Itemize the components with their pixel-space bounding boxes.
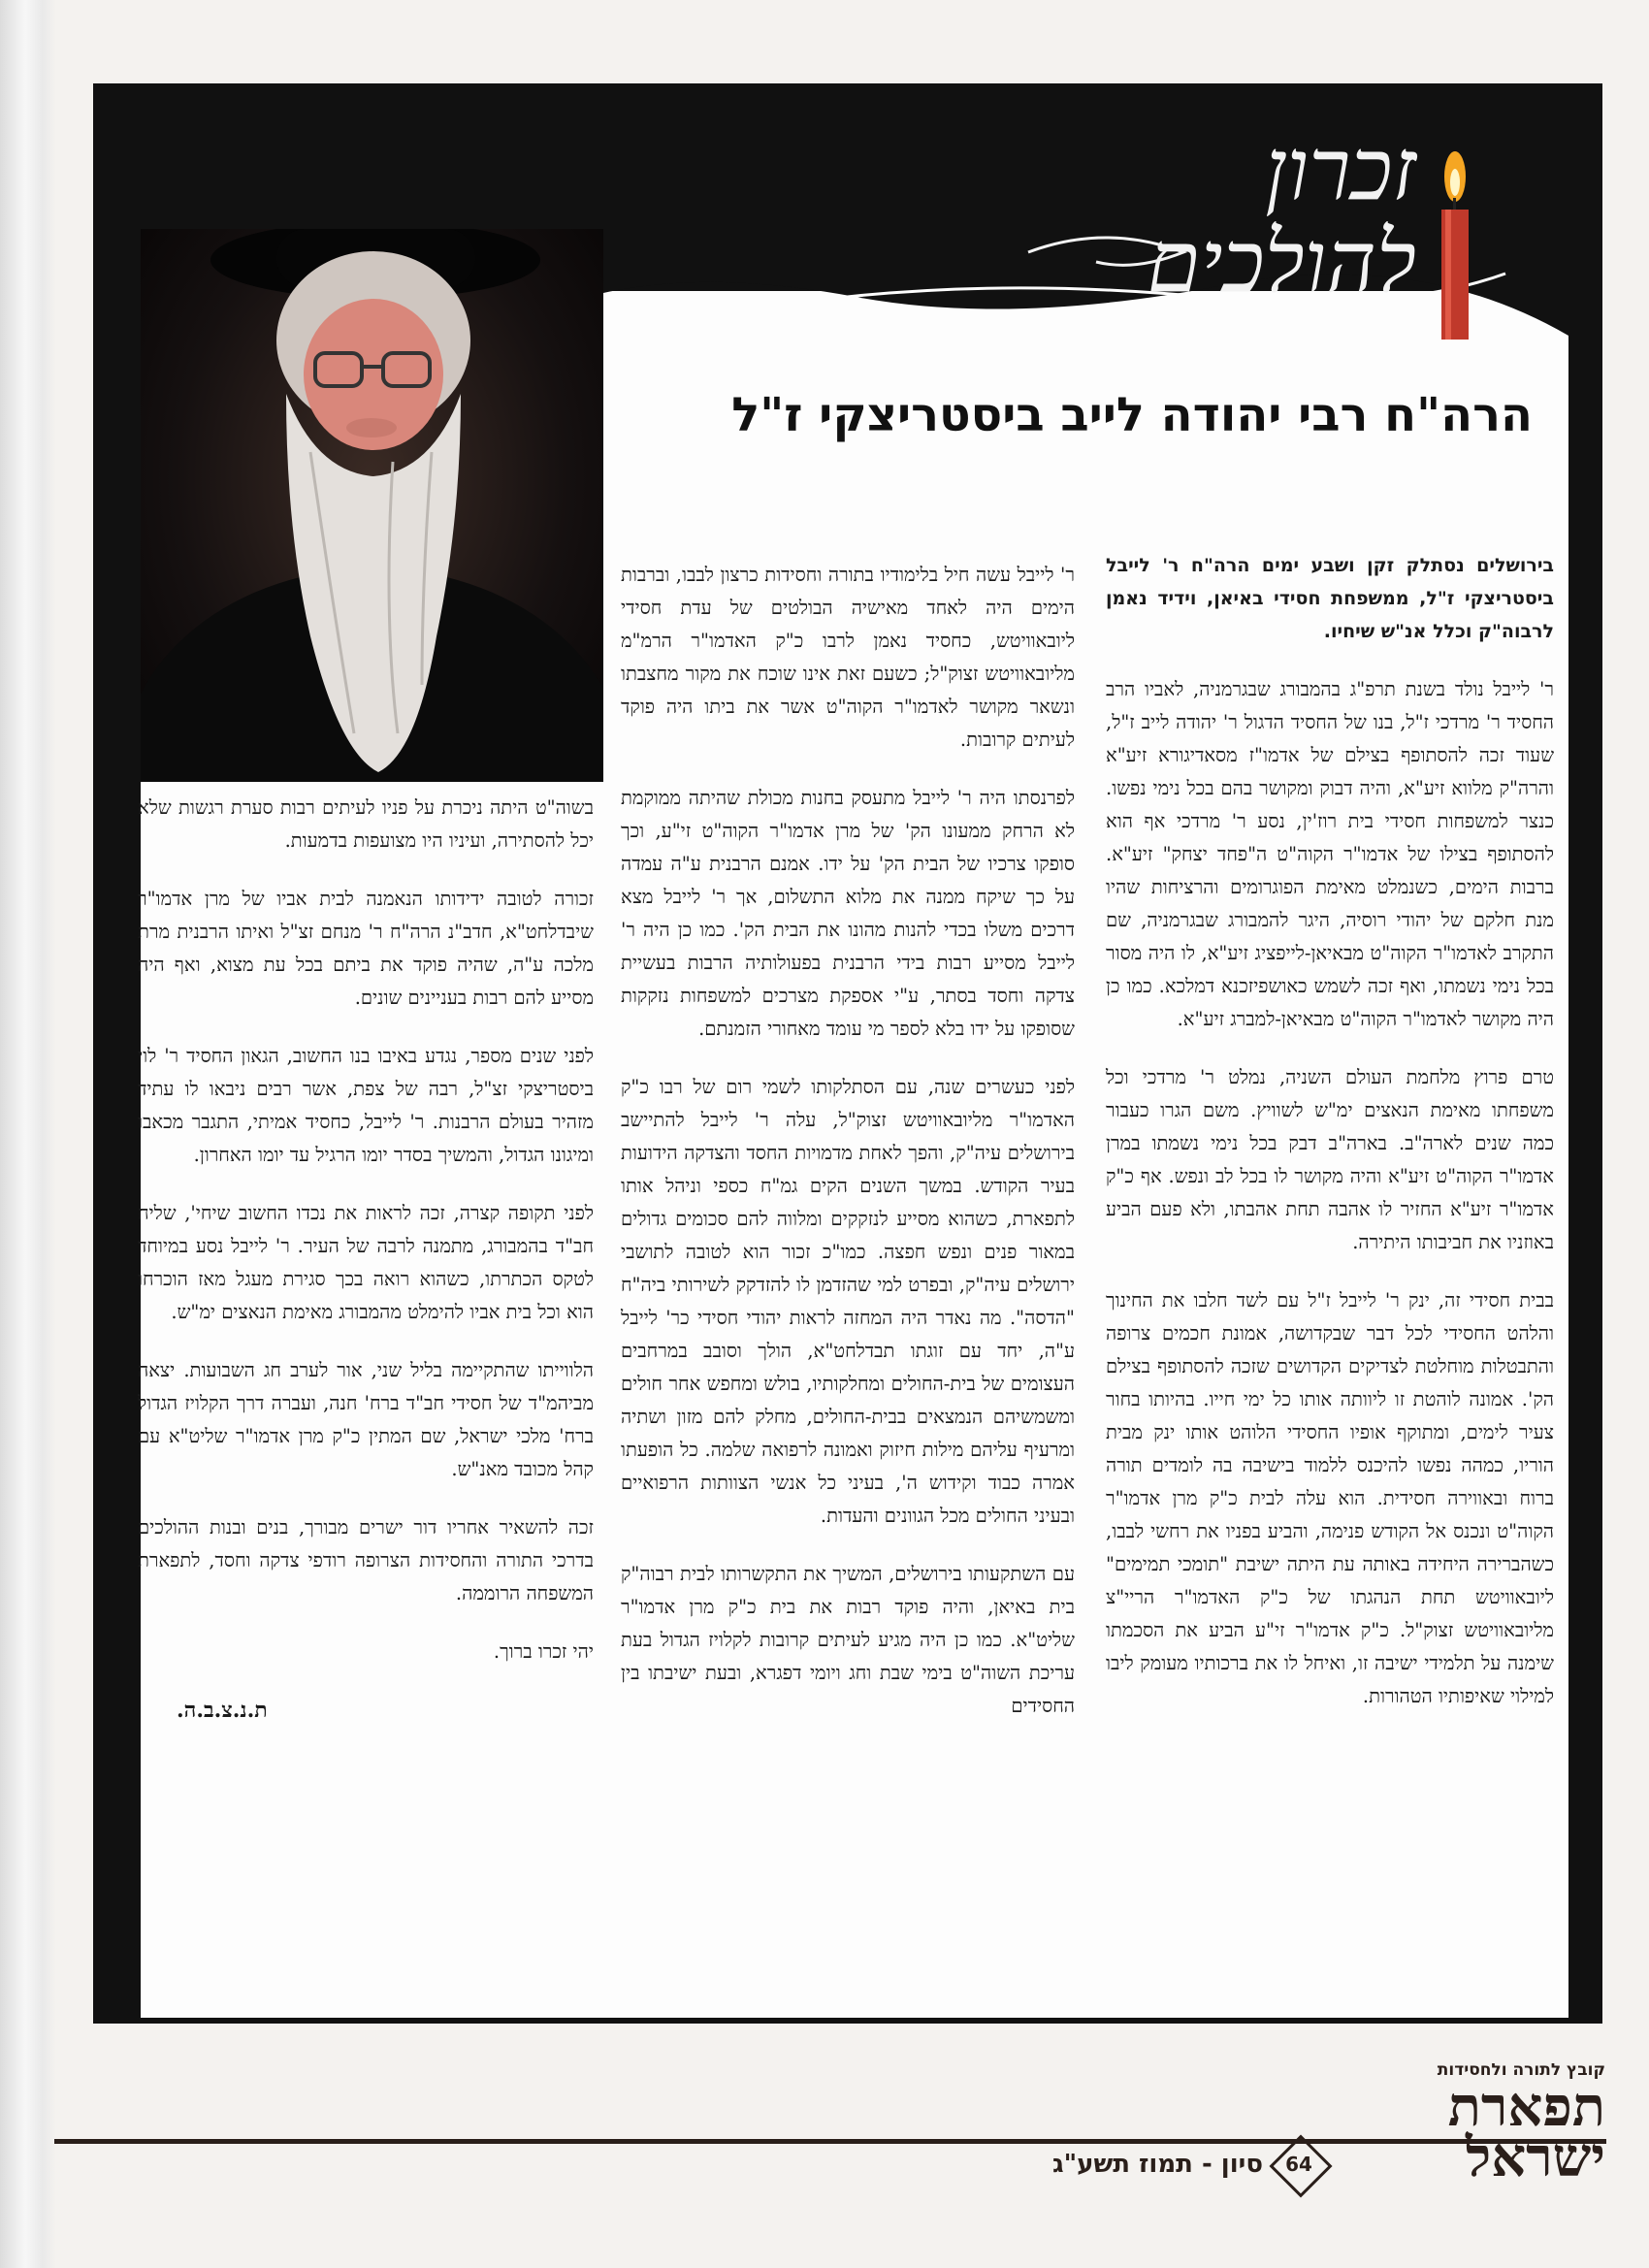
paragraph: ר' לייבל עשה חיל בלימודיו בתורה וחסידות כרצון לבבו, וברבות הימים היה לאחד מאישיה הבולטים של עדת חסידי ליובאוויטש, כחסיד נאמן לרבו כ"ק האדמו"ר הרמ"מ מליובאוויטש זצוק"ל; כשעם זאת אינו שוכח את מקור מחצבתו ונשאר מקושר לאדמו"ר הקוה"ט אשר את ביתו היה פוקד לעיתים קרובות. [621, 564, 1075, 751]
magazine-name [1363, 2075, 1605, 2189]
paragraph: בבית חסידי זה, ינק ר' לייבל ז"ל עם לשד חלבו את החינוך והלהט החסידי לכל דבר שבקדושה, אמונת חכמים צרופה והתבטלות מוחלטת לצדיקים הקדושים שזכה להסתופף בצילם הק'. אמונה לוהטת זו ליוותה אותו כל ימי חייו. בהיותו בחור צעיר לימים, ומתוקף אופיו החסידי הלוהט אותו ינק מבית הוריו, כמהה נפשו להיכנס ללמוד בישיבה בה לומדים תורה ברוח ובאווירה חסידית. הוא עלה לבית כ"ק מרן אדמו"ר הקוה"ט ונכנס אל הקודש פנימה, והביע בפניו את רחשי לבבו, כשהברירה היחידה באותה עת היתה ישיבת "תומכי תמימים" ליובאוויטש תחת הנהגתו של כ"ק האדמו"ר הריי"צ מליובאוויטש זצוק"ל. כ"ק אדמו"ר זי"ע הביע את הסכמתו שימנה על תלמידי ישיבה זו, ואיחל לו את ברכותיו מעומק ליבו למילוי שאיפותיו הטהורות. [1106, 1289, 1554, 1707]
article-column-right [1106, 549, 1554, 1738]
signature-abbreviation: ת.נ.צ.ב.ה. [177, 1698, 268, 1723]
portrait-photo [141, 229, 603, 782]
article-column-left [138, 792, 594, 1752]
paragraph: ר' לייבל נולד בשנת תרפ"ג בהמבורג שבגרמניה, לאביו הרב החסיד ר' מרדכי ז"ל, בנו של החסיד הדגול ר' יהודה לייב ז"ל, שעוד זכה להסתופף בצילם של אדמו"ז מסאדיגורא זיע"א והרה"ק מלווא זיע"א, והיה דבוק ומקושר בהם בכל נימי נפשו. כנצר למשפחות חסידי בית רוז'ין, נסע ר' מרדכי אף הוא להסתופף בצילו של אדמו"ר הקוה"ט ה"פחד יצחק" זיע"א. ברבות הימים, כשנמלט מאימת הפוגרומים והרציחות שהיו מנת חלקם של יהודי רוסיה, היגר להמבורג שבגרמניה, שם התקרב לאדמו"ר הקוה"ט מבאיאן-לייפציג זיע"א, לו היה מסור בכל נימי נשמתו, ואף זכה לשמש כאושפיזכנא דמלכא. כמו כן היה מקושר לאדמו"ר הקוה"ט מבאיאן-למברג זיע"א. [1106, 678, 1554, 1030]
paragraph: לפני שנים מספר, נגדע באיבו בנו החשוב, הגאון החסיד ר' לוי ביסטריצקי זצ"ל, רבה של צפת, אשר רבים ניבאו לו עתיד מזהיר בעולם הרבנות. ר' לייבל, כחסיד אמיתי, התגבר מכאבו ומיגונו הגדול, והמשיך בסדר יומו הרגיל עד יומו האחרון. [138, 1045, 594, 1166]
lead-paragraph: בירושלים נסתלק זקן ושבע ימים הרה"ח ר' לייבל ביסטריצקי ז"ל, ממשפחת חסידי באיאן, וידיד נאמן לרבוה"ק וכלל אנ"ש שיחיו. [1106, 555, 1554, 642]
heading-line-2: להולכים [1147, 211, 1416, 310]
paragraph: הלווייתו שהתקיימה בליל שני, אור לערב חג השבועות. יצאה מביהמ"ד של חסידי חב"ד ברח' חנה, ועברה דרך הקלויז הגדול ברח' מלכי ישראל, שם המתין כ"ק מרן אדמו"ר שליט"א עם קהל מכובד מאנ"ש. [138, 1359, 594, 1480]
candle-icon [1424, 136, 1486, 340]
issue-date: סיון - תמוז תשע"ג [1052, 2150, 1263, 2179]
paragraph: לפרנסתו היה ר' לייבל מתעסק בחנות מכולת שהיתה ממוקמת לא הרחק ממעונו הק' של מרן אדמו"ר הקוה"ט זי"ע, וכך סופקו צרכיו של הבית הק' על ידו. אמנם הרבנית ע"ה עמדה על כך שיקח ממנה את מלוא התשלום, אך ר' לייבל מצא דרכים משלו בכדי להנות מהונו את הבית הק'. כמו כן היה ר' לייבל מסייע רבות בידי הרבנית בפעולותיה הרבות בעשיית צדקה וחסד בסתר, ע"י אספקת מצרכים למשפחות נזקקות שסופקו על ידו בלא לספר מי עומד מאחורי הזמנתם. [621, 787, 1075, 1040]
paragraph: בשוה"ט היתה ניכרת על פניו לעיתים רבות סערת רגשות שלא יכל להסתירה, ועיניו היו מצועפות בדמעות. [138, 796, 594, 852]
page-binding-shadow [0, 0, 56, 2268]
paragraph: עם השתקעותו בירושלים, המשיך את התקשרותו לבית רבוה"ק בית באיאן, והיה פוקד רבות את בית כ"ק מרן אדמו"ר שליט"א. כמו כן היה מגיע לעיתים קרובות לקלויז הגדול בעת עריכת השוה"ט בימי שבת וחג ויומי דפגרא, ובעת ישיבתו בין החסידים [621, 1563, 1075, 1717]
paragraph: לפני כעשרים שנה, עם הסתלקותו לשמי רום של רבו כ"ק האדמו"ר מליובאוויטש זצוק"ל, עלה ר' לייבל להתיישב בירושלים עיה"ק, והפך לאחת מדמויות החסד והצדקה הידועות בעיר הקודש. במשך השנים הקים גמ"ח כספי וניהל אותו לתפארת, כשהוא מסייע לנזקקים ומלווה להם סכומים גדולים במאור פנים ונפש חפצה. כמו"כ זכור הוא לטובה לתושבי ירושלים עיה"ק, ובפרט למי שהזדמן לו להזדקק לשירותי ביה"ח "הדסה". מה נאדר היה המחזה לראות יהודי חסידי כר' לייבל ע"ה, יחד עם זוגתו תבדלחט"א, הולך וסובב במרחבים העצומים של בית-החולים ומחלקותיו, בולש ומחפש אחר חולים ומשמשיהם הנמצאים בבית-החולים, מחלק להם מזון ושתיה ומרעיף עליהם מילות חיזוק ואמונה לרפואה שלמה. כל הופעתו אמרה כבוד וקידוש ה', בעיני כל אנשי הצוותות הרפואיים ובעיני החולים מכל הגוונים והעדות. [621, 1076, 1075, 1527]
page-number: 64 [1275, 2140, 1323, 2188]
paragraph: זכה להשאיר אחריו דור ישרים מבורך, בנים ובנות ההולכים בדרכי התורה והחסידות הצרופה רודפי צדקה וחסד, לתפארת המשפחה הרוממה. [138, 1516, 594, 1604]
paragraph: יהי זכרו ברוך. [493, 1640, 594, 1663]
paragraph: זכורה לטובה ידידותו הנאמנה לבית אביו של מרן אדמו"ר שיבדלחט"א, חדב"נ הרה"ח ר' מנחם זצ"ל ואיתו הרבנית מרת מלכה ע"ה, שהיה פוקד את ביתם בכל עת מצוא, ואף היה מסייע להם רבות בעניינים שונים. [138, 888, 594, 1009]
portrait-illustration [141, 229, 603, 782]
paragraph: טרם פרוץ מלחמת העולם השניה, נמלט ר' מרדכי וכל משפחתו מאימת הנאצים ימ"ש לשוויץ. משם הגרו כעבור כמה שנים לארה"ב. בארה"ב דבק בכל נימי נשמתו במרן אדמו"ר הקוה"ט זיע"א והיה מקושר לו בכל לב ונפש. אף כ"ק אדמו"ר זיע"א החזיר לו אהבה תחת אהבתו, ולא פעם הביע באוזניו את חביבותו היתירה. [1106, 1066, 1554, 1253]
magazine-tagline: קובץ לתורה ולחסידות [1437, 2060, 1605, 2080]
article-title: הרה"ח רבי יהודה לייב ביסטריצקי ז"ל [731, 388, 1533, 442]
magazine-name-line-2: ישראל [1466, 2125, 1605, 2189]
paragraph: לפני תקופה קצרה, זכה לראות את נכדו החשוב שיחי', שליח חב"ד בהמבורג, מתמנה לרבה של העיר. ר' לייבל נסע במיוחד לטקס הכתרתו, כשהוא רואה בכך סגירת מעגל מאז הוכרחו הוא וכל בית אביו להימלט מהמבורג מאימת הנאצים ימ"ש. [138, 1202, 594, 1323]
heading-line-1: זכרון [1265, 119, 1416, 219]
magazine-logo [1353, 2060, 1615, 2216]
magazine-name-line-1: תפארת [1447, 2075, 1605, 2139]
article-column-middle [621, 559, 1075, 1748]
